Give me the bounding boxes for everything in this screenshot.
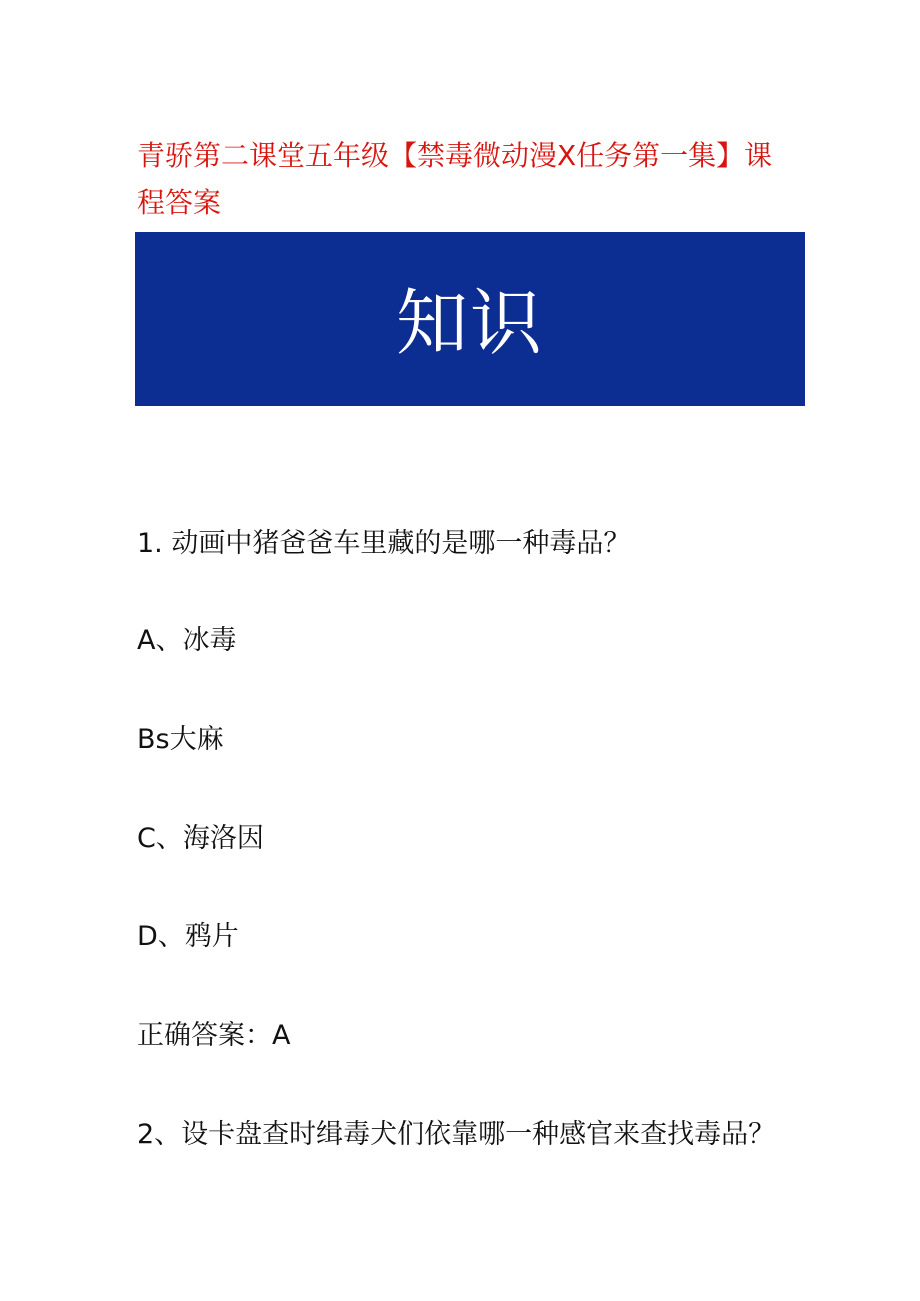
question-1-option-b: Bs大麻 [137, 724, 224, 755]
document-title: 青骄第二课堂五年级【禁毒微动漫Ⅹ任务第一集】课程答案 [137, 139, 773, 219]
question-2-text: 2、设卡盘查时缉毒犬们依靠哪一种感官来查找毒品？ [137, 1119, 776, 1150]
question-1-option-a: A、冰毒 [137, 625, 237, 656]
section-banner-label: 知识 [395, 281, 544, 365]
question-1-answer: 正确答案：A [137, 1020, 291, 1051]
section-banner [135, 232, 805, 406]
question-1-option-c: C、海洛因 [137, 823, 264, 854]
question-1-text: 1. 动画中猪爸爸车里藏的是哪一种毒品？ [137, 528, 631, 559]
question-1-option-d: D、鸦片 [137, 921, 239, 952]
